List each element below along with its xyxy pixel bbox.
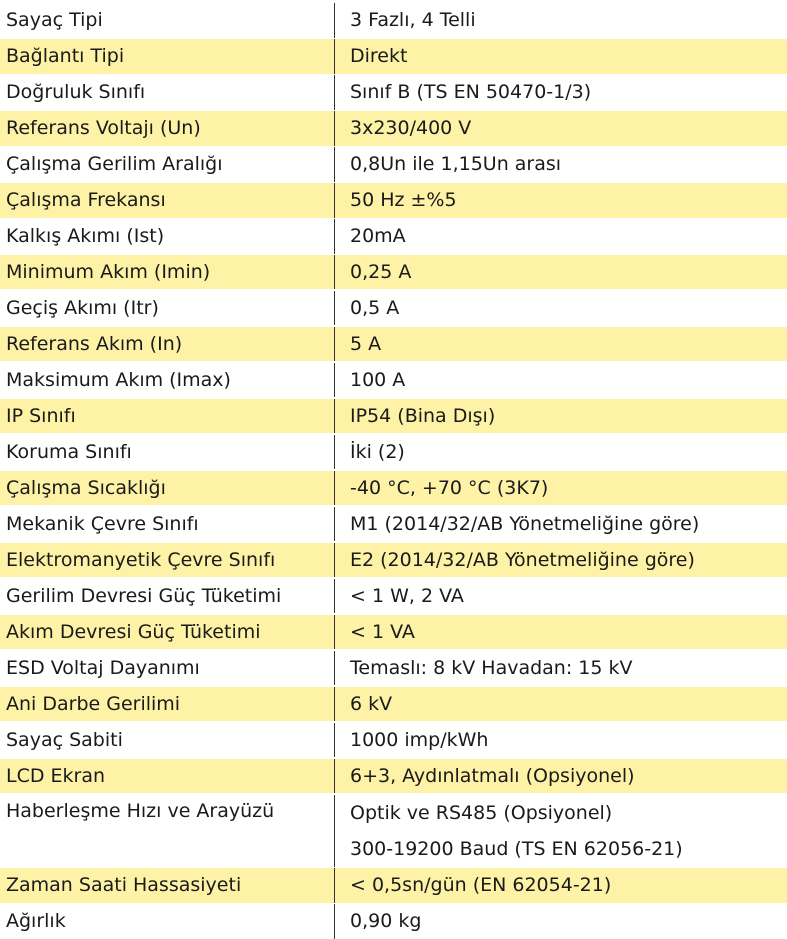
table-row (0, 327, 787, 362)
table-row (0, 579, 787, 614)
table-row (0, 111, 787, 146)
spec-value (335, 255, 787, 290)
spec-value-text: Direkt (350, 45, 408, 68)
spec-value-text: 0,5 A (350, 297, 400, 320)
spec-value-text: < 1 W, 2 VA (350, 585, 464, 608)
spec-value (335, 111, 787, 146)
spec-value (335, 435, 787, 470)
spec-value (335, 651, 787, 686)
spec-label: Koruma Sınıfı (6, 441, 132, 464)
spec-value-text: 5 A (350, 333, 382, 356)
table-row (0, 3, 787, 38)
spec-value-text: -40 °C, +70 °C (3K7) (350, 477, 549, 500)
spec-value (335, 868, 787, 903)
spec-value-text: Sınıf B (TS EN 50470-1/3) (350, 81, 592, 104)
spec-value-text: 100 A (350, 369, 406, 392)
table-row (0, 75, 787, 110)
spec-value (335, 327, 787, 362)
spec-label: Sayaç Sabiti (6, 728, 123, 751)
table-row (0, 183, 787, 218)
spec-value (335, 723, 787, 758)
table-row (0, 255, 787, 290)
spec-value-text: IP54 (Bina Dışı) (350, 405, 496, 428)
spec-label: Haberleşme Hızı ve Arayüzü (6, 799, 275, 822)
spec-value-text: E2 (2014/32/AB Yönetmeliğine göre) (350, 549, 695, 572)
spec-value-text: 0,8Un ile 1,15Un arası (350, 153, 562, 176)
spec-label: Zaman Saati Hassasiyeti (6, 874, 242, 897)
spec-value (335, 759, 787, 794)
table-row (0, 543, 787, 578)
spec-label: Kalkış Akımı (Ist) (6, 225, 165, 248)
spec-value (335, 399, 787, 434)
spec-label: Referans Akım (In) (6, 333, 183, 356)
table-row (0, 147, 787, 182)
spec-label: Çalışma Gerilim Aralığı (6, 153, 223, 176)
spec-value (335, 543, 787, 578)
spec-label: Sayaç Tipi (6, 9, 103, 32)
spec-value-text: 6+3, Aydınlatmalı (Opsiyonel) (350, 764, 635, 787)
spec-label: Doğruluk Sınıfı (6, 81, 146, 104)
table-row (0, 687, 787, 722)
spec-value-text: < 0,5sn/gün (EN 62054-21) (350, 874, 612, 897)
spec-value-text: 0,25 A (350, 261, 412, 284)
spec-value-text: M1 (2014/32/AB Yönetmeliğine göre) (350, 513, 700, 536)
spec-value-text-line2: 300-19200 Baud (TS EN 62056-21) (350, 837, 683, 860)
spec-value-text: 3x230/400 V (350, 117, 472, 140)
spec-label: IP Sınıfı (6, 405, 76, 428)
spec-label: ESD Voltaj Dayanımı (6, 657, 200, 680)
table-row (0, 39, 787, 74)
spec-label: Geçiş Akımı (Itr) (6, 297, 159, 320)
spec-value-text: < 1 VA (350, 621, 415, 644)
spec-value (335, 39, 787, 74)
spec-value (335, 363, 787, 398)
table-row (0, 723, 787, 758)
spec-label: Elektromanyetik Çevre Sınıfı (6, 549, 276, 572)
spec-value (335, 687, 787, 722)
spec-value (335, 795, 787, 867)
spec-value-text: 0,90 kg (350, 910, 422, 933)
spec-value (335, 291, 787, 326)
table-row (0, 651, 787, 686)
spec-value-text: Optik ve RS485 (Opsiyonel) (350, 801, 613, 824)
spec-value-text: Temaslı: 8 kV Havadan: 15 kV (350, 657, 633, 680)
spec-label: Minimum Akım (Imin) (6, 261, 211, 284)
table-row (0, 615, 787, 650)
spec-value-text: 6 kV (350, 693, 393, 715)
table-row (0, 904, 787, 939)
spec-value (335, 615, 787, 650)
spec-label: Akım Devresi Güç Tüketimi (6, 621, 261, 644)
spec-value (335, 147, 787, 182)
spec-value-text: 20mA (350, 225, 406, 248)
spec-value (335, 183, 787, 218)
spec-label: Ağırlık (6, 910, 66, 933)
spec-label: Ani Darbe Gerilimi (6, 693, 181, 715)
table-row (0, 868, 787, 903)
spec-label: Referans Voltajı (Un) (6, 117, 201, 140)
table-row (0, 795, 787, 867)
table-row (0, 507, 787, 542)
spec-value (335, 219, 787, 254)
table-row (0, 759, 787, 794)
spec-value (335, 3, 787, 38)
spec-label: Bağlantı Tipi (6, 45, 125, 68)
spec-label: Mekanik Çevre Sınıfı (6, 513, 199, 536)
spec-value (335, 471, 787, 506)
spec-value-text: 3 Fazlı, 4 Telli (350, 9, 476, 32)
spec-value (335, 904, 787, 939)
spec-value-text: İki (2) (350, 441, 405, 464)
table-row (0, 291, 787, 326)
table-row (0, 471, 787, 506)
table-row (0, 399, 787, 434)
spec-value (335, 507, 787, 542)
spec-label: LCD Ekran (6, 764, 106, 787)
table-row (0, 363, 787, 398)
spec-value-text: 1000 imp/kWh (350, 728, 489, 751)
spec-label: Gerilim Devresi Güç Tüketimi (6, 585, 282, 608)
spec-value (335, 579, 787, 614)
spec-label: Maksimum Akım (Imax) (6, 369, 231, 392)
spec-label: Çalışma Sıcaklığı (6, 477, 166, 500)
spec-value (335, 75, 787, 110)
table-row (0, 219, 787, 254)
table-row (0, 435, 787, 470)
spec-label: Çalışma Frekansı (6, 189, 166, 212)
spec-value-text: 50 Hz ±%5 (350, 189, 457, 212)
